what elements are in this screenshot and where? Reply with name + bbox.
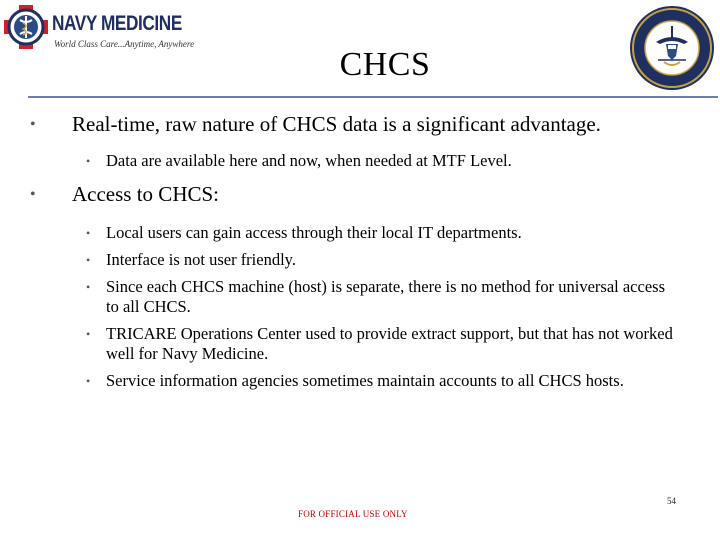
sub-bullet-item [86, 151, 676, 171]
bullet-item [30, 182, 662, 207]
navy-medicine-emblem-icon [2, 4, 52, 50]
sub-bullet-text: Service information agencies sometimes maintain accounts to all CHCS hosts. [106, 371, 624, 390]
brand-tagline: World Class Care...Anytime, Anywhere [54, 39, 195, 49]
sub-bullet-text: Interface is not user friendly. [106, 250, 296, 269]
sub-bullet-icon: • [86, 253, 91, 267]
bullet-icon: • [30, 116, 36, 133]
brand-name: NAVY MEDICINE [52, 12, 182, 35]
sub-bullet-text: TRICARE Operations Center used to provide extract support, but that has not worked well for Navy Medicine. [106, 324, 673, 363]
sub-bullet-icon: • [86, 226, 91, 240]
sub-bullet-item [86, 223, 676, 243]
sub-bullet-text: Since each CHCS machine (host) is separate, there is no method for universal access to all CHCS. [106, 277, 665, 316]
sub-bullet-item [86, 277, 676, 317]
slide-title: CHCS [339, 46, 431, 83]
navy-medicine-logo [2, 4, 195, 50]
bullet-icon: • [30, 186, 36, 203]
classification-footer: FOR OFFICIAL USE ONLY [298, 509, 408, 519]
bullet-list [0, 112, 720, 391]
sub-bullet-item [86, 324, 676, 364]
sub-bullet-icon: • [86, 154, 91, 168]
sub-bullet-icon: • [86, 327, 91, 341]
bullet-text: Access to CHCS: [72, 182, 219, 206]
sub-bullet-item [86, 371, 676, 391]
sub-bullet-text: Data are available here and now, when needed at MTF Level. [106, 151, 512, 170]
bullet-item [30, 112, 662, 137]
page-number: 54 [667, 496, 676, 506]
sub-bullet-icon: • [86, 280, 91, 294]
sub-bullet-icon: • [86, 374, 91, 388]
sub-bullet-item [86, 250, 676, 270]
title-divider [28, 96, 718, 98]
bullet-text: Real-time, raw nature of CHCS data is a significant advantage. [72, 112, 601, 136]
sub-bullet-text: Local users can gain access through their local IT departments. [106, 223, 522, 242]
